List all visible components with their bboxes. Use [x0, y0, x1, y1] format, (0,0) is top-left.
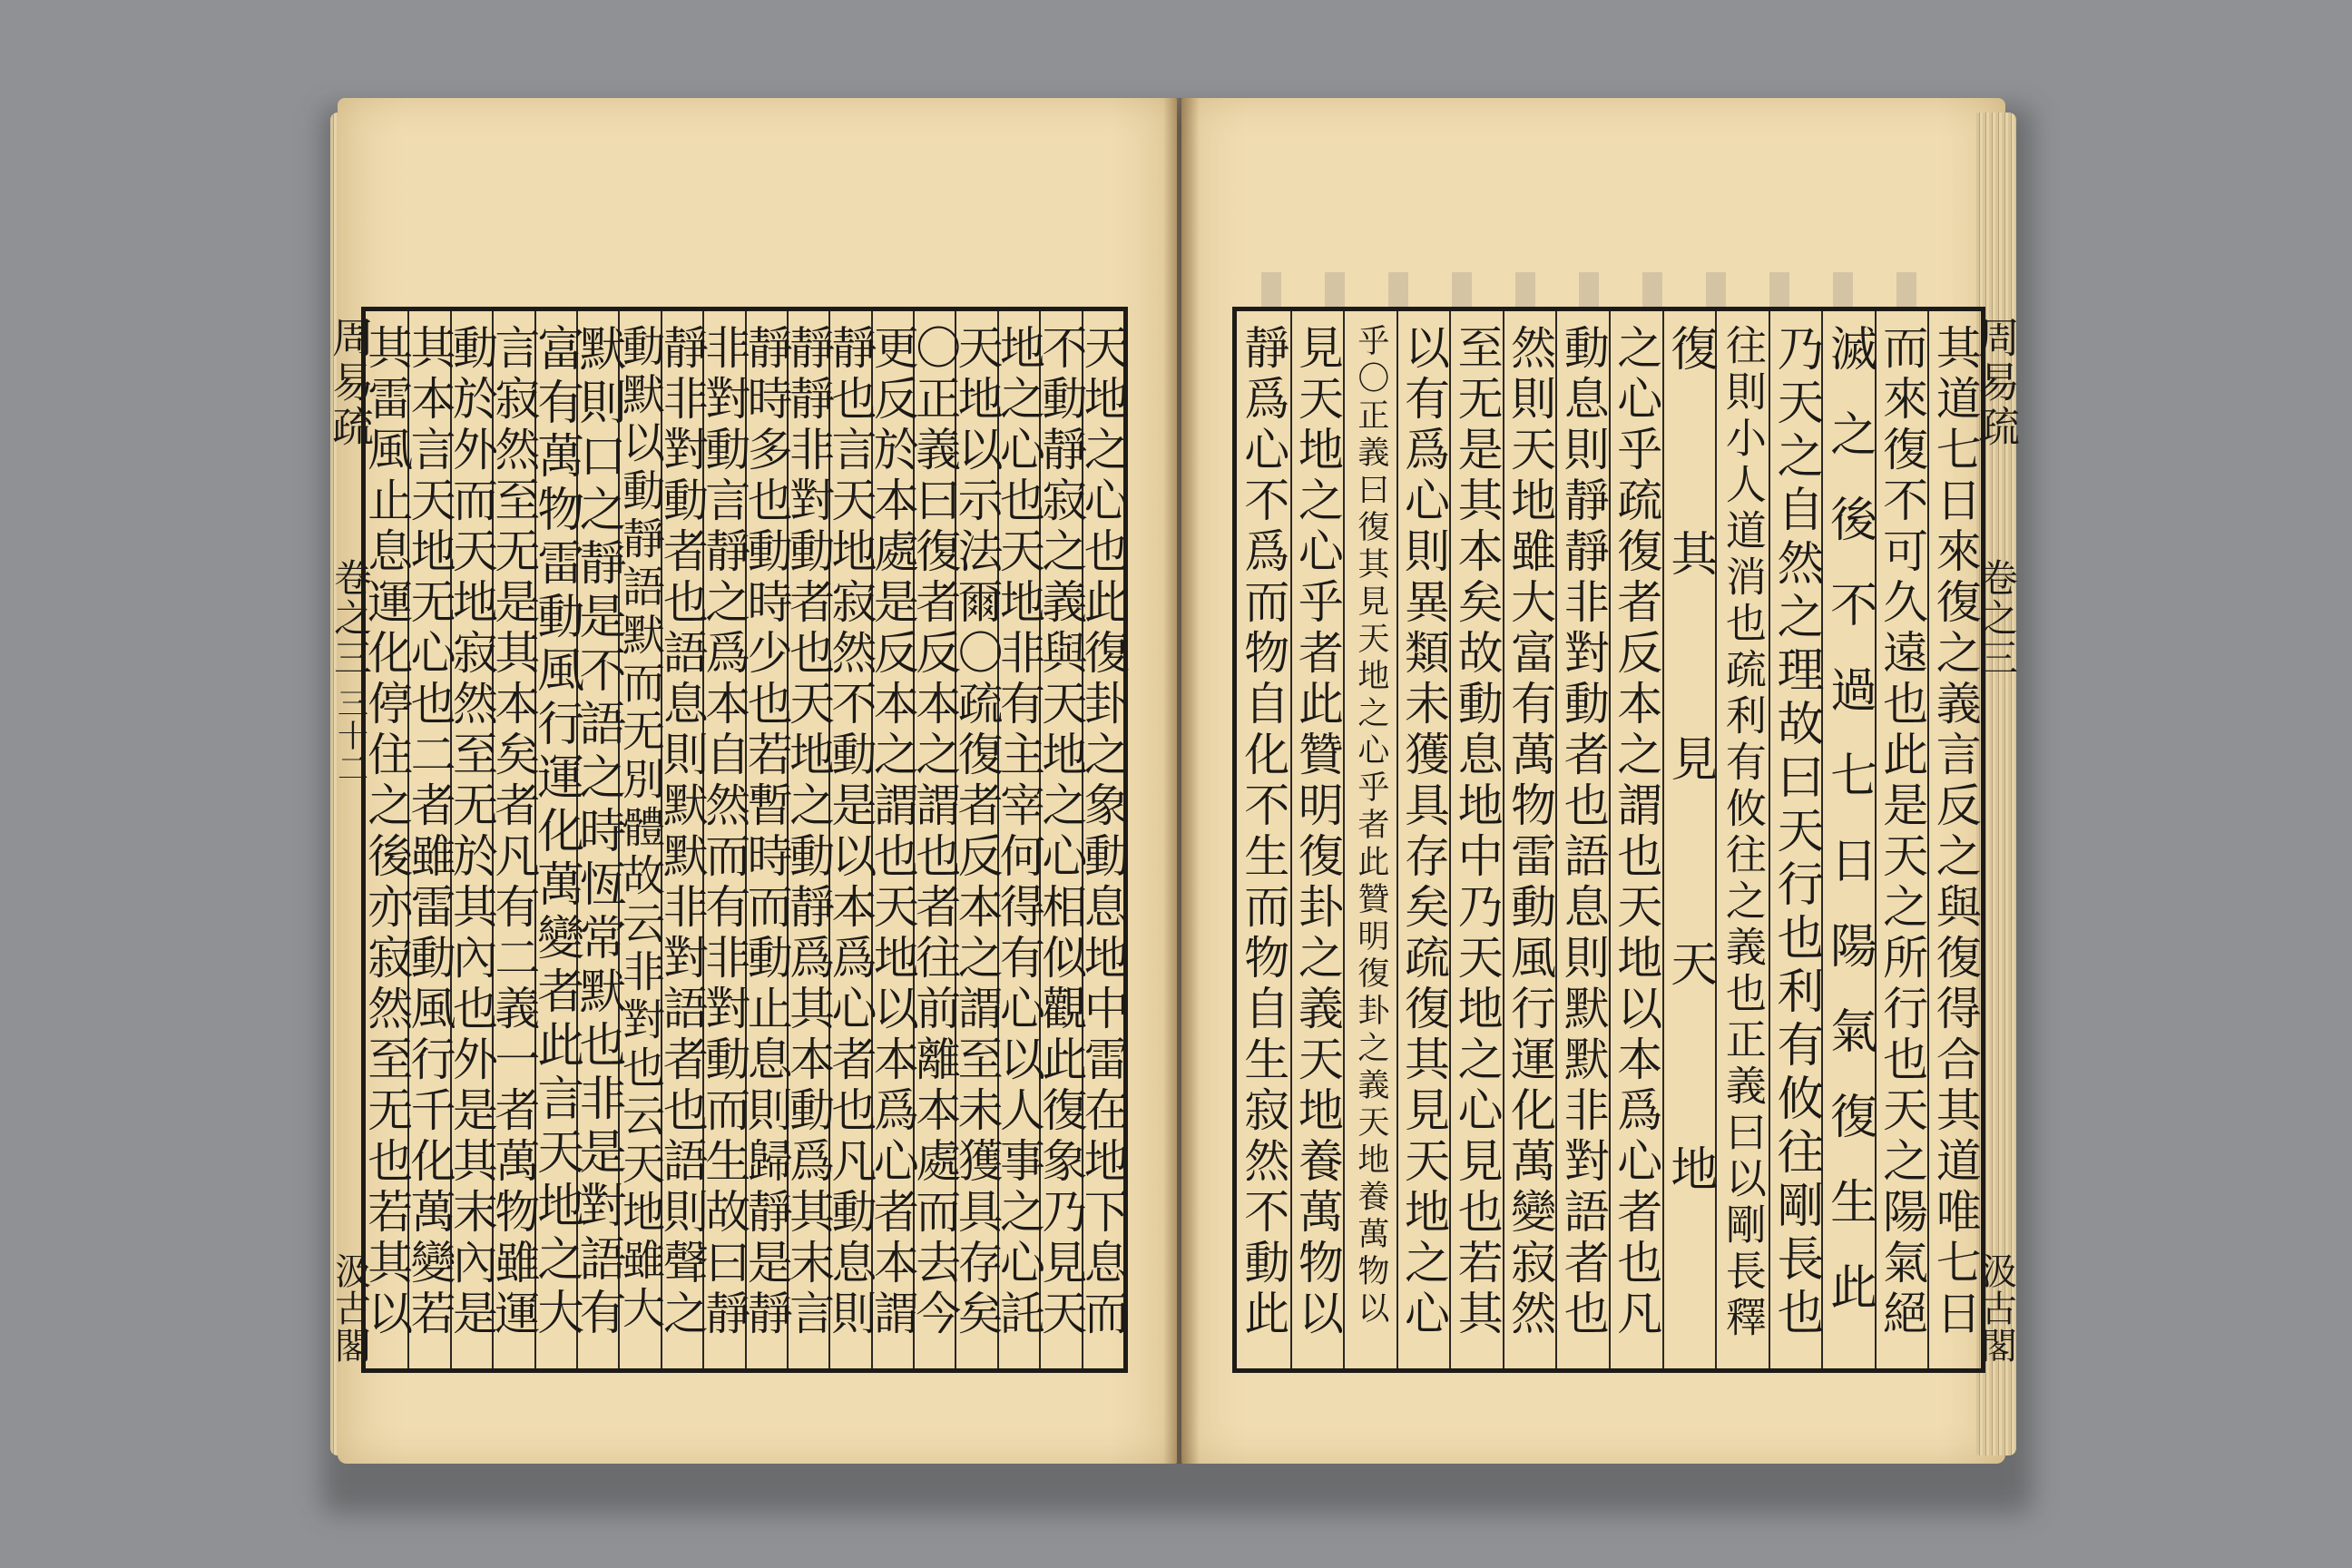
column-text: 更反於本處是反本之謂也天地以本爲心者本謂 [866, 324, 919, 1340]
text-column [1769, 311, 1822, 1368]
column-text: 靜爲心不爲而物自化不生而物自生寂然不動此 [1237, 324, 1290, 1340]
right-text-frame [1232, 307, 1985, 1373]
left-text-frame [361, 307, 1128, 1373]
text-column [403, 311, 456, 1368]
column-text: 往則小人道消也疏利有攸往之義也正義曰以剛長釋 [1718, 324, 1767, 1342]
text-column [698, 311, 751, 1368]
column-text: 見天地之心乎者此贊明復卦之義天地養萬物以 [1290, 324, 1344, 1340]
text-column [487, 311, 541, 1368]
right-page-title: 周易疏 [1972, 316, 2021, 449]
text-column [1237, 311, 1290, 1368]
column-text: 動於外而天地寂然至无於其內也外是其末內是 [445, 324, 498, 1340]
text-column [1343, 311, 1396, 1368]
right-page-publisher: 汲古閣 [1975, 1252, 2017, 1364]
text-column [1290, 311, 1344, 1368]
text-column [1715, 311, 1769, 1368]
column-text: 其本言天地无心也二者雖雷動風行千化萬變若 [403, 324, 456, 1340]
text-column [1076, 311, 1130, 1368]
text-column [740, 311, 793, 1368]
text-column [528, 311, 583, 1368]
left-page-title: 周易疏 [326, 316, 375, 449]
text-column [655, 311, 709, 1368]
column-text: 乃天之自然之理故曰天行也利有攸往剛長也 [1768, 324, 1823, 1341]
column-text: 其雷風止息運化停住之後亦寂然至无也若其以 [360, 324, 414, 1340]
text-column [782, 311, 836, 1368]
text-column [1034, 311, 1088, 1368]
text-column [1875, 311, 1928, 1368]
column-text: 滅之後不過七日陽氣復生此 [1821, 324, 1877, 1348]
column-text: 乎〇正義曰復其見天地之心乎者此贊明復卦之義天地養萬物以 [1352, 324, 1389, 1328]
text-column [908, 311, 962, 1368]
ink-bleed [1261, 272, 1951, 309]
text-column [993, 311, 1046, 1368]
column-text: 而來復不可久遠也此是天之所行也天之陽氣絕 [1876, 324, 1929, 1340]
right-page-margin-strip [1972, 307, 2021, 1364]
column-text: 靜時多也動時少也若暫時而動止息則歸靜是靜 [740, 324, 793, 1340]
text-column [1449, 311, 1503, 1368]
column-text: 之心乎疏復者反本之謂也天地以本爲心者也凡 [1610, 324, 1663, 1340]
text-column [866, 311, 919, 1368]
text-column [950, 311, 1004, 1368]
column-text: 靜非對動者也語息則默默非對語者也語則聲之 [655, 324, 709, 1340]
left-page-number: 三十二 [331, 687, 368, 785]
text-column [1503, 311, 1556, 1368]
text-column [1821, 311, 1875, 1368]
column-text: 富有萬物雷動風行運化萬變者此言天地之大 [528, 324, 583, 1341]
column-text: 非對動言靜之爲本自然而有非對動而生故曰靜 [698, 324, 751, 1340]
book-gutter [1163, 98, 1200, 1464]
text-column [360, 311, 414, 1368]
text-column [1609, 311, 1662, 1368]
column-text: 至无是其本矣故動息地中乃天地之心見也若其 [1450, 324, 1504, 1340]
text-column [1555, 311, 1609, 1368]
column-text: 其道七日來復之義言反之與復得合其道唯七日 [1928, 324, 1982, 1340]
text-column [1927, 311, 1981, 1368]
text-column [1662, 311, 1716, 1368]
column-text: 動息則靜靜非對動者也語息則默默非對語者也 [1556, 324, 1610, 1340]
column-text: 默則口之靜是不語之時恆常默也非是對語有 [571, 324, 626, 1341]
right-page-volume: 卷之三 [1975, 558, 2019, 678]
column-text: 靜靜非對動者也天地之動靜爲其本動爲其末言 [782, 324, 836, 1340]
column-text: 動默以動靜語默而无別體故云非對也云天地雖大 [615, 324, 666, 1334]
left-page-volume: 卷之三 [328, 558, 373, 678]
column-text: 天地以示法爾〇疏復者反本之謂至未獲具存矣 [950, 324, 1004, 1340]
column-text: 靜也言天地寂然不動是以本爲心者也凡動息則 [824, 324, 877, 1340]
column-text: 天地之心也此復卦之象動息地中雷在地下息而 [1076, 324, 1130, 1340]
text-column [824, 311, 877, 1368]
text-column [1396, 311, 1450, 1368]
column-text: 不動靜寂之義與天地之心相似觀此復象乃見天 [1034, 324, 1088, 1340]
column-text: 〇正義曰復者反本之謂也者往前離本處而去今 [908, 324, 962, 1340]
column-text: 復其見天地 [1661, 324, 1717, 1349]
column-text: 地之心也天地非有主宰何得有心以人事之心託 [993, 324, 1046, 1340]
column-text: 然則天地雖大富有萬物雷動風行運化萬變寂然 [1504, 324, 1557, 1340]
left-page-publisher: 汲古閣 [328, 1252, 371, 1364]
column-text: 以有爲心則異類未獲具存矣疏復其見天地之心 [1396, 324, 1450, 1340]
column-text: 言寂然至无是其本矣者凡有二義一者萬物雖運 [487, 324, 541, 1340]
